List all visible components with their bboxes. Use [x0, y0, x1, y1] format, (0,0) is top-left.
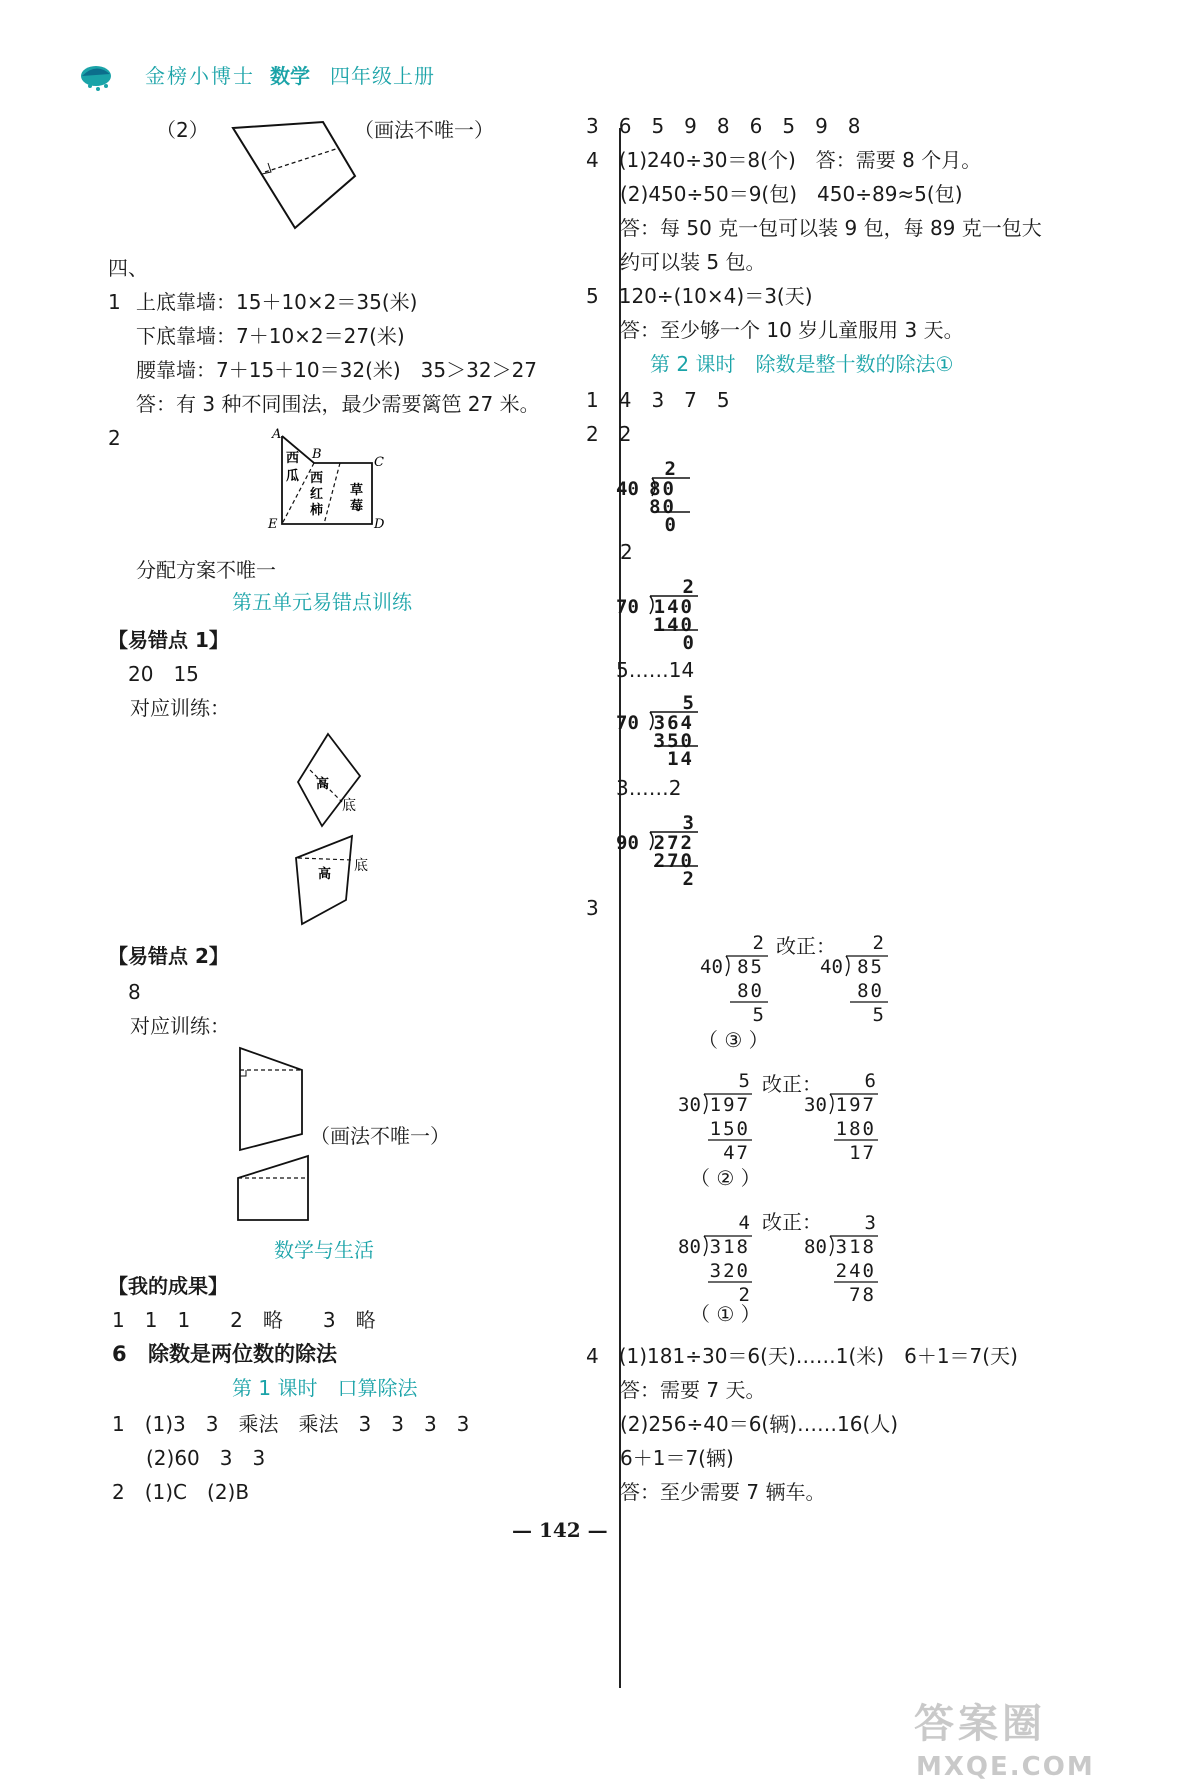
- quotient: 6: [864, 1070, 876, 1092]
- svg-text:红: 红: [310, 487, 324, 502]
- r-q5-a: 5 120÷(10×4)＝3(天): [586, 284, 813, 308]
- q1-line-4: 答：有 3 种不同围法，最少需要篱笆 27 米。: [136, 392, 540, 416]
- quotient: 2: [664, 458, 676, 480]
- practice1-label: 对应训练：: [130, 696, 230, 720]
- rhombus-figure: [292, 730, 372, 830]
- crop-strawberry: 草: [350, 483, 364, 498]
- dividend: 80: [649, 478, 676, 500]
- r-q4-d: 约可以装 5 包。: [620, 250, 766, 274]
- product: 180: [835, 1118, 876, 1140]
- l2-q4-a: 4 (1)181÷30＝6(天)……1(米) 6＋1＝7(天): [586, 1344, 1018, 1368]
- grade-name: 四年级上册: [330, 64, 435, 88]
- subject-name: 数学: [270, 64, 310, 88]
- long-division-3: [614, 692, 714, 770]
- dividend: 197: [709, 1094, 750, 1116]
- svg-text:柿: 柿: [310, 503, 324, 518]
- dividend: 272: [653, 832, 694, 854]
- garden-diagram: [262, 428, 392, 536]
- wrong-division-2: [676, 1066, 776, 1162]
- lesson1-title: 第 1 课时 口算除法: [232, 1376, 418, 1400]
- fig-note: 分配方案不唯一: [136, 558, 276, 582]
- wrong-division-1: [698, 928, 778, 1024]
- long-division-2: [614, 576, 714, 654]
- crop-watermelon: 西: [286, 451, 300, 466]
- watermark-url: MXQE.COM: [916, 1752, 1095, 1782]
- quotient: 5: [682, 692, 694, 714]
- corrected-division-1: [818, 928, 898, 1024]
- svg-text:高: 高: [316, 777, 330, 792]
- product: 270: [653, 850, 694, 872]
- page-number: — 142 —: [512, 1518, 608, 1542]
- quotient: 2: [682, 576, 694, 598]
- corrected-division-2: [802, 1066, 902, 1162]
- q1-line-1: 上底靠墙：15＋10×2＝35(米): [136, 290, 418, 314]
- dividend: 318: [709, 1236, 750, 1258]
- svg-text:高: 高: [318, 867, 332, 882]
- l2-q3: 3: [586, 896, 599, 920]
- result-answer: 1 1 1 2 略 3 略: [112, 1308, 376, 1332]
- r-q5-b: 答：至少够一个 10 岁儿童服用 3 天。: [620, 318, 964, 342]
- divisor: 90: [616, 832, 639, 854]
- q2b-number: 2: [108, 426, 121, 450]
- l1-q1-b: (2)60 3 3: [146, 1446, 266, 1470]
- remainder: 2: [738, 1284, 750, 1306]
- err1-label: 【易错点 1】: [108, 628, 229, 652]
- remainder: 78: [849, 1284, 876, 1306]
- fig-pt-d: D: [374, 517, 385, 532]
- err2-label: 【易错点 2】: [108, 944, 229, 968]
- product: 240: [835, 1260, 876, 1282]
- svg-text:底: 底: [342, 798, 356, 814]
- parallelogram-figure: [290, 830, 380, 926]
- divisor: 30: [678, 1094, 701, 1116]
- watermark-logo: 答案圈: [914, 1701, 1046, 1747]
- remainder: 14: [667, 748, 694, 770]
- dividend: 140: [653, 596, 694, 618]
- brand-name: 金榜小博士: [145, 64, 255, 88]
- dividend: 318: [835, 1236, 876, 1258]
- section-4-label: 四、: [108, 256, 148, 280]
- divisor: 40: [820, 956, 843, 978]
- q1-line-2: 下底靠墙：7＋10×2＝27(米): [136, 324, 405, 348]
- r-q4-a: 4 (1)240÷30＝8(个) 答：需要 8 个月。: [586, 148, 982, 172]
- remainder: 0: [682, 632, 694, 654]
- fix-label-2: 改正：: [762, 1072, 822, 1096]
- choice-3: （ ① ）: [690, 1302, 761, 1326]
- l2-q4-e: 答：至少需要 7 辆车。: [620, 1480, 826, 1504]
- divisor: 40: [700, 956, 723, 978]
- unit5-title: 第五单元易错点训练: [232, 590, 412, 614]
- remainder: 47: [723, 1142, 750, 1164]
- fix-label-3: 改正：: [762, 1210, 822, 1234]
- l2-q4-b: 答：需要 7 天。: [620, 1378, 766, 1402]
- dividend: 197: [835, 1094, 876, 1116]
- product: 80: [737, 980, 764, 1002]
- product: 320: [709, 1260, 750, 1282]
- watermark: [900, 1700, 1095, 1790]
- ans-5r14: 5……14: [616, 658, 695, 682]
- product: 80: [649, 496, 676, 518]
- remainder: 5: [872, 1004, 884, 1026]
- q2-note: （画法不唯一）: [354, 118, 494, 142]
- l2-q4-c: (2)256÷40＝6(辆)……16(人): [620, 1412, 899, 1436]
- quotient: 3: [682, 812, 694, 834]
- r-q4-b: (2)450÷50＝9(包) 450÷89≈5(包): [620, 182, 963, 206]
- r-q3: 3 6 5 9 8 6 5 9 8: [586, 114, 861, 138]
- dividend: 85: [737, 956, 764, 978]
- result-label: 【我的成果】: [108, 1274, 228, 1298]
- choice-2: （ ② ）: [690, 1166, 761, 1190]
- fig-pt-e: E: [268, 517, 278, 532]
- lesson2-title: 第 2 课时 除数是整十数的除法①: [650, 352, 954, 376]
- trapezoid-figure-1: [225, 118, 365, 233]
- chapter6-title: 除数是两位数的除法: [148, 1342, 337, 1366]
- r-q4-c: 答：每 50 克一包可以装 9 包，每 89 克一包大: [620, 216, 1042, 240]
- remainder: 0: [664, 514, 676, 536]
- ans-2: 2: [620, 540, 633, 564]
- quotient: 5: [738, 1070, 750, 1092]
- l2-q2: 2 2: [586, 422, 632, 446]
- l2-q4-d: 6＋1＝7(辆): [620, 1446, 734, 1470]
- divisor: 40: [616, 478, 639, 500]
- corrected-division-3: [802, 1208, 902, 1304]
- quotient: 2: [752, 932, 764, 954]
- dividend: 85: [857, 956, 884, 978]
- trapezoid-figure-2: [230, 1044, 314, 1154]
- divisor: 70: [616, 596, 639, 618]
- remainder: 5: [752, 1004, 764, 1026]
- svg-text:底: 底: [354, 858, 368, 874]
- chapter6-number: 6: [112, 1342, 127, 1366]
- logo-icon: [78, 62, 118, 96]
- long-division-4: [614, 812, 714, 890]
- q2-label: （2）: [156, 118, 209, 142]
- q1-line-3: 腰靠墙：7＋15＋10＝32(米) 35＞32＞27: [136, 358, 538, 382]
- product: 150: [709, 1118, 750, 1140]
- product: 140: [653, 614, 694, 636]
- svg-text:莓: 莓: [350, 499, 364, 514]
- l1-q2: 2 (1)C (2)B: [112, 1480, 250, 1504]
- err2-answer: 8: [128, 980, 141, 1004]
- err2-note: （画法不唯一）: [310, 1124, 450, 1148]
- product: 350: [653, 730, 694, 752]
- err1-answer: 20 15: [128, 662, 199, 686]
- quotient: 4: [738, 1212, 750, 1234]
- divisor: 80: [678, 1236, 701, 1258]
- quotient: 2: [872, 932, 884, 954]
- fig-pt-b: B: [312, 447, 322, 462]
- remainder: 17: [849, 1142, 876, 1164]
- divisor: 80: [804, 1236, 827, 1258]
- l1-q1-a: 1 (1)3 3 乘法 乘法 3 3 3 3: [112, 1412, 470, 1436]
- q1-number: 1: [108, 290, 121, 314]
- product: 80: [857, 980, 884, 1002]
- ans-3r2: 3……2: [616, 776, 682, 800]
- quotient: 3: [864, 1212, 876, 1234]
- practice2-label: 对应训练：: [130, 1014, 230, 1038]
- life-title: 数学与生活: [274, 1238, 374, 1262]
- divisor: 30: [804, 1094, 827, 1116]
- trapezoid-figure-3: [230, 1150, 316, 1226]
- fig-pt-a: A: [272, 427, 282, 442]
- divisor: 70: [616, 712, 639, 734]
- choice-1: （ ③ ）: [698, 1028, 769, 1052]
- dividend: 364: [653, 712, 694, 734]
- l2-q1: 1 4 3 7 5: [586, 388, 730, 412]
- svg-text:瓜: 瓜: [286, 469, 300, 484]
- crop-tomato: 西: [310, 471, 324, 486]
- fix-label-1: 改正：: [776, 934, 836, 958]
- fig-pt-c: C: [374, 455, 384, 470]
- remainder: 2: [682, 868, 694, 890]
- long-division-1: [614, 458, 704, 536]
- wrong-division-3: [676, 1208, 776, 1304]
